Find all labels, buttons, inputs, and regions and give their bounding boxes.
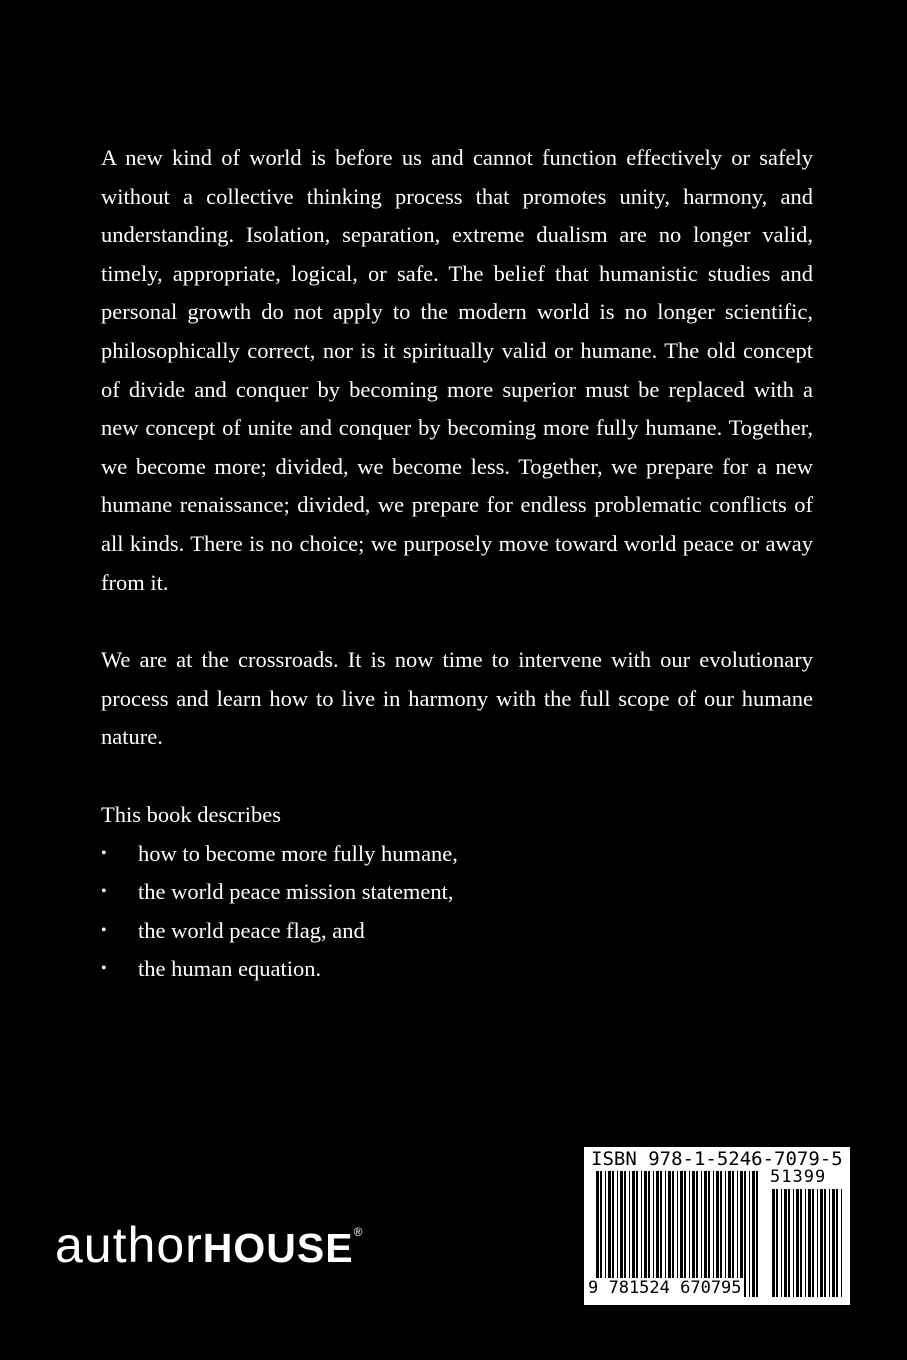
list-item: • the world peace mission statement, [101, 873, 813, 912]
list-intro: This book describes [101, 801, 281, 827]
isbn-barcode [584, 1147, 850, 1305]
barcode-bar [805, 1189, 806, 1297]
barcode-bar [800, 1189, 802, 1297]
barcode-bar [829, 1189, 830, 1297]
barcode-bar [776, 1189, 778, 1297]
blurb [101, 139, 813, 989]
barcode-bar [793, 1189, 794, 1297]
addon-digits: 51399 [770, 1167, 827, 1187]
barcode-bar [744, 1171, 746, 1297]
blurb-paragraph-2: We are at the crossroads. It is now time to intervene with our evolutionary process and learn how to live in harmony with the full scope of our humane nature. [101, 647, 813, 750]
barcode-bar [820, 1189, 823, 1297]
barcode-bar [781, 1189, 782, 1297]
barcode-bar [796, 1189, 799, 1297]
publisher-logo [55, 1217, 363, 1273]
barcode-bar [772, 1189, 775, 1297]
barcode-bar [841, 1189, 842, 1297]
isbn-label: ISBN 978-1-5246-7079-5 [591, 1148, 843, 1170]
barcode-bar [836, 1189, 838, 1297]
barcode-bar [749, 1171, 750, 1297]
list-item: • how to become more fully humane, [101, 835, 813, 874]
barcode-bar [752, 1171, 755, 1297]
ean-digits: 9 781524 670795 [588, 1278, 742, 1298]
barcode-bar [788, 1189, 790, 1297]
barcode-bar [756, 1171, 758, 1297]
barcode-bar [824, 1189, 826, 1297]
topics-list [101, 835, 813, 989]
barcode-bar [817, 1189, 818, 1297]
registered-mark-icon: ® [353, 1225, 363, 1239]
barcode-bar [812, 1189, 814, 1297]
barcode-bar [808, 1189, 811, 1297]
list-item: • the world peace flag, and [101, 912, 813, 951]
publisher-logo-upper: HOUSE [202, 1225, 354, 1271]
barcode-bar [784, 1189, 787, 1297]
barcode-bar [832, 1189, 835, 1297]
blurb-paragraph-1: A new kind of world is before us and cannot function effectively or safely without a collective thinking process that promotes unity, harmony, and understanding. Isolation, separation, extreme dualism are no longer valid, timely, appropriate, logical, or safe. The belief that humanistic studies and personal growth do not apply to the modern world is no longer scientific, philosophically correct, nor is it spiritually valid or humane. The old concept of divide and conquer by becoming more superior must be replaced with a new concept of unite and conquer by becoming more fully humane. Together, we become more; divided, we become less. Together, we prepare for a new humane renaissance; divided, we prepare for endless problematic conflicts of all kinds. There is no choice; we purposely move toward world peace or away from it. [101, 145, 813, 595]
publisher-logo-lower: author [55, 1217, 203, 1273]
list-item: • the human equation. [101, 950, 813, 989]
